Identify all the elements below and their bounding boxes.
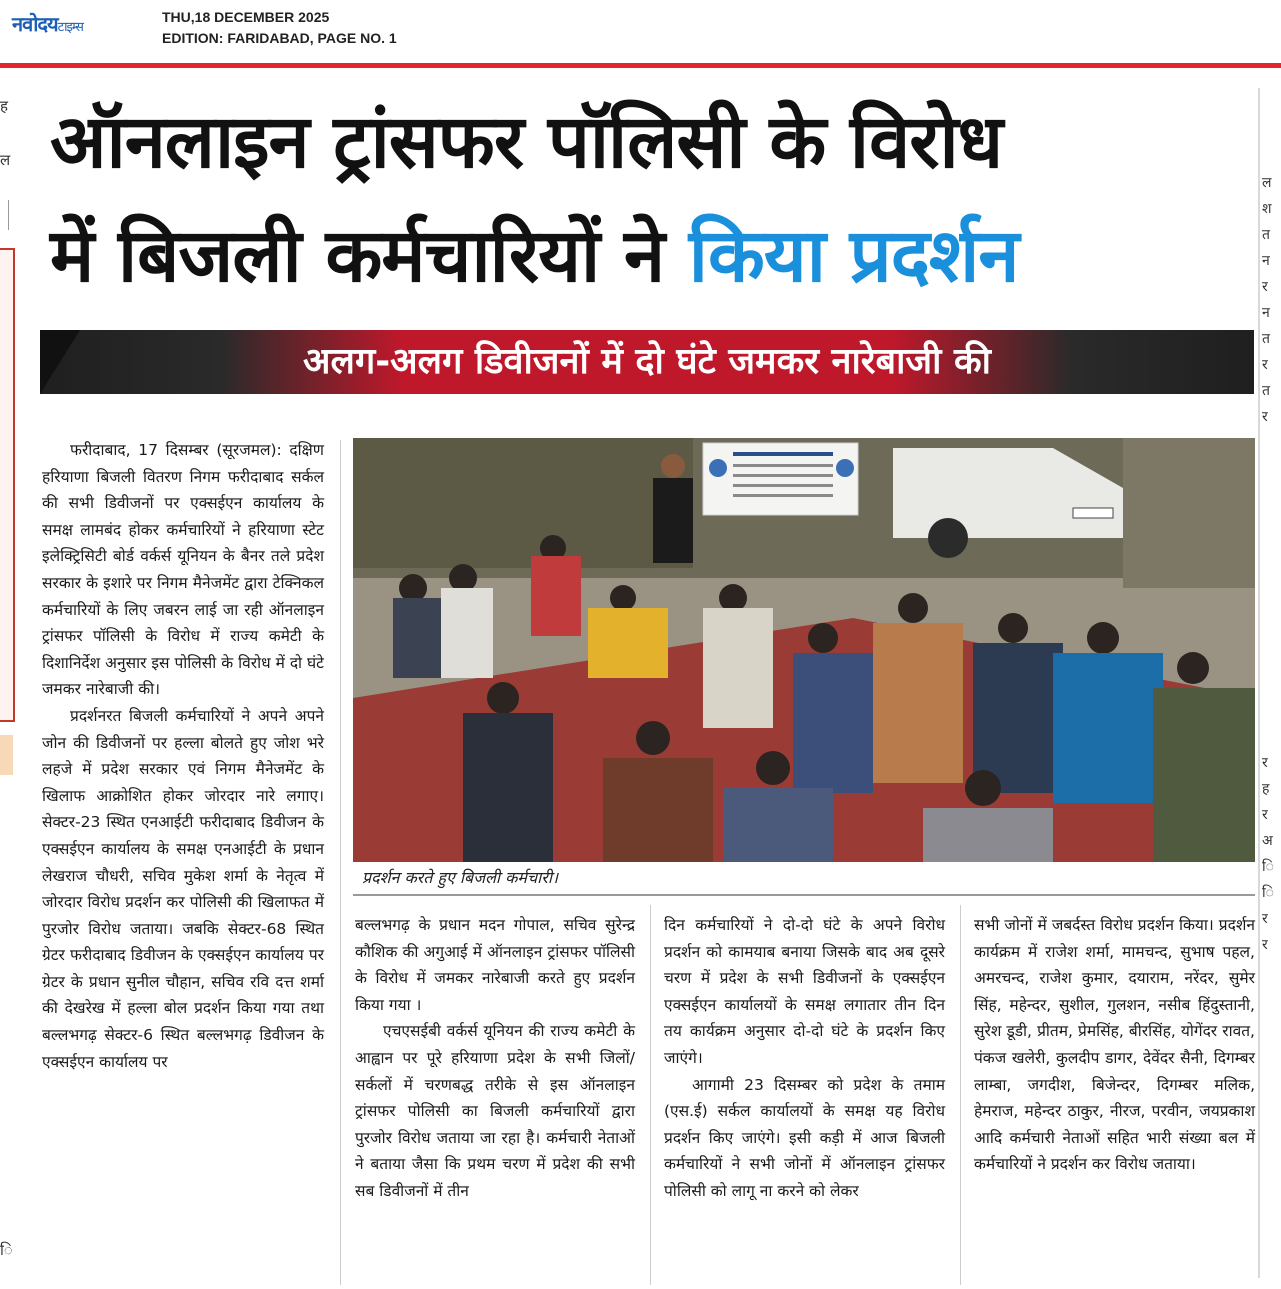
column-divider	[650, 905, 651, 1285]
headline-line-1: ऑनलाइन ट्रांसफर पॉलिसी के विरोध	[50, 99, 1003, 185]
adjacent-story-fragment: ल	[0, 151, 11, 169]
adjacent-ad-corner	[0, 735, 13, 775]
headline-line-2-blue: किया प्रदर्शन	[688, 213, 1019, 299]
article-column-1	[42, 437, 324, 1075]
caption-rule	[353, 894, 1255, 896]
article-column-4	[974, 912, 1255, 1178]
logo-main-text: नवोदय	[12, 12, 58, 36]
subhead-text: अलग-अलग डिवीजनों में दो घंटे जमकर नारेबाजी की	[303, 341, 991, 382]
adjacent-story-fragment: ि	[0, 1241, 13, 1259]
article-paragraph: फरीदाबाद, 17 दिसम्बर (सूरजमल): दक्षिण हरियाणा बिजली वितरण निगम फरीदाबाद सर्कल की सभी डिवीजनों पर एक्सईएन कार्यालय के समक्ष लामबंद होकर कर्मचारियों ने हरियाणा स्टेट इलेक्ट्रिसिटी बोर्ड वर्कर्स यूनियन के बैनर तले प्रदेश सरकार के इशारे पर निगम मैनेजमेंट द्वारा टेक्निकल कर्मचारियों के लिए जबरन लाई जा रही ऑनलाइन ट्रांसफर पॉलिसी के विरोध में राज्य कमेटी के दिशानिर्देश अनुसार इस पोलिसी के विरोध में दो घंटे जमकर नारेबाजी की।	[42, 441, 324, 699]
article-column-2	[355, 912, 635, 1205]
headline-line-2-black: में बिजली कर्मचारियों ने	[50, 213, 689, 299]
edition-info: EDITION: FARIDABAD, PAGE NO. 1	[162, 30, 397, 46]
photo-illustration	[353, 438, 1255, 862]
article-column-3	[664, 912, 945, 1205]
headline-line-2	[50, 206, 1018, 306]
right-column-rule	[1258, 88, 1260, 1278]
adjacent-story-right: ल श त न र न त र त र र ह र अ ि ि र र	[1262, 175, 1274, 953]
article-paragraph: प्रदर्शनरत बिजली कर्मचारियों ने अपने अपने जोन की डिवीजनों पर हल्ला बोलते हुए जोश भरे लहजे में प्रदेश सरकार एवं निगम मैनेजमेंट के खिलाफ आक्रोशित होकर जोरदार नारे लगाए। सेक्टर-23 स्थित एनआईटी फरीदाबाद डिवीजन के एक्सईएन कार्यालय के समक्ष एनआईटी के प्रधान लेखराज चौधरी, सचिव मुकेश शर्मा के नेतृत्व में जोरदार विरोध प्रदर्शन कर पोलिसी की खिलाफत में पुरजोर विरोध जताया। जबकि सेक्टर-68 स्थित ग्रेटर फरीदाबाद डिवीजन के एक्सईएन कार्यालय पर ग्रेटर के प्रधान सुनील चौहान, सचिव रवि दत्त शर्मा की देखरेख में हल्ला बोल प्रदर्शन किया गया तथा बल्लभगढ़ सेक्टर-6 स्थित बल्लभगढ़ डिवीजन के एक्सईएन कार्यालय पर	[42, 706, 324, 1071]
newspaper-logo[interactable]	[12, 10, 83, 37]
article-paragraph: बल्लभगढ़ के प्रधान मदन गोपाल, सचिव सुरेन्द्र कौशिक की अगुआई में ऑनलाइन ट्रांसफर पॉलिसी के विरोध में जमकर नारेबाजी करते हुए प्रदर्शन किया गया ।	[355, 916, 635, 1014]
column-divider	[340, 440, 341, 1285]
adjacent-story-fragment: ह	[0, 97, 8, 115]
photo-caption: प्रदर्शन करते हुए बिजली कर्मचारी।	[362, 868, 559, 887]
article-paragraph: सभी जोनों में जबर्दस्त विरोध प्रदर्शन किया। प्रदर्शन कार्यक्रम में राजेश शर्मा, मामचन्द, सुभाष पहल, अमरचन्द, राजेश कुमार, दयाराम, नरेंदर, सुमेर सिंह, महेन्दर, सुशील, गुलशन, नसीब हिंदुस्तानी, सुरेश डूडी, प्रीतम, प्रेमसिंह, बीरसिंह, योगेंदर रावत, पंकज खलेरी, कुलदीप डागर, देवेंदर सैनी, दिगम्बर लाम्बा, जगदीश, बिजेन्दर, दिगम्बर मलिक, हेमराज, महेन्दर ठाकुर, नीरज, परवीन, जयप्रकाश आदि कर्मचारी नेताओं सहित भारी संख्या बल में कर्मचारियों ने प्रदर्शन कर विरोध जताया।	[974, 916, 1255, 1174]
logo-small-text: टाइम्स	[57, 20, 83, 35]
edition-date: THU,18 DECEMBER 2025	[162, 9, 330, 25]
article-paragraph: दिन कर्मचारियों ने दो-दो घंटे के अपने विरोध प्रदर्शन को कामयाब बनाया जिसके बाद अब दूसरे चरण में प्रदेश के सभी डिवीजनों के एक्सईएन एक्सईएन कार्यालयों के समक्ष लगातार तीन दिन तय कार्यक्रम अनुसार दो-दो घंटे के प्रदर्शन किए जाएंगे।	[664, 916, 945, 1067]
article-paragraph: एचएसईबी वर्कर्स यूनियन की राज्य कमेटी के आह्वान पर पूरे हरियाणा प्रदेश के सभी जिलों/सर्कलों में चरणबद्ध तरीके से इस ऑनलाइन ट्रांसफर पोलिसी का बिजली कर्मचारियों द्वारा पुरजोर विरोध जताया जा रहा है। कर्मचारी नेताओं ने बताया जैसा कि प्रथम चरण में प्रदेश की सभी सब डिवीजनों में तीन	[355, 1022, 635, 1200]
adjacent-story-rule	[0, 200, 9, 230]
article-paragraph: आगामी 23 दिसम्बर को प्रदेश के तमाम (एस.ई) सर्कल कार्यालयों के समक्ष यह विरोध प्रदर्शन किए जाएंगे। इसी कड़ी में आज बिजली कर्मचारियों ने सभी जोनों में ऑनलाइन ट्रांसफर पोलिसी को लागू ना करने को लेकर	[664, 1075, 945, 1200]
protest-photo[interactable]	[353, 438, 1255, 862]
masthead-red-rule	[0, 63, 1281, 68]
column-divider	[960, 905, 961, 1285]
adjacent-ad-box	[0, 248, 15, 722]
